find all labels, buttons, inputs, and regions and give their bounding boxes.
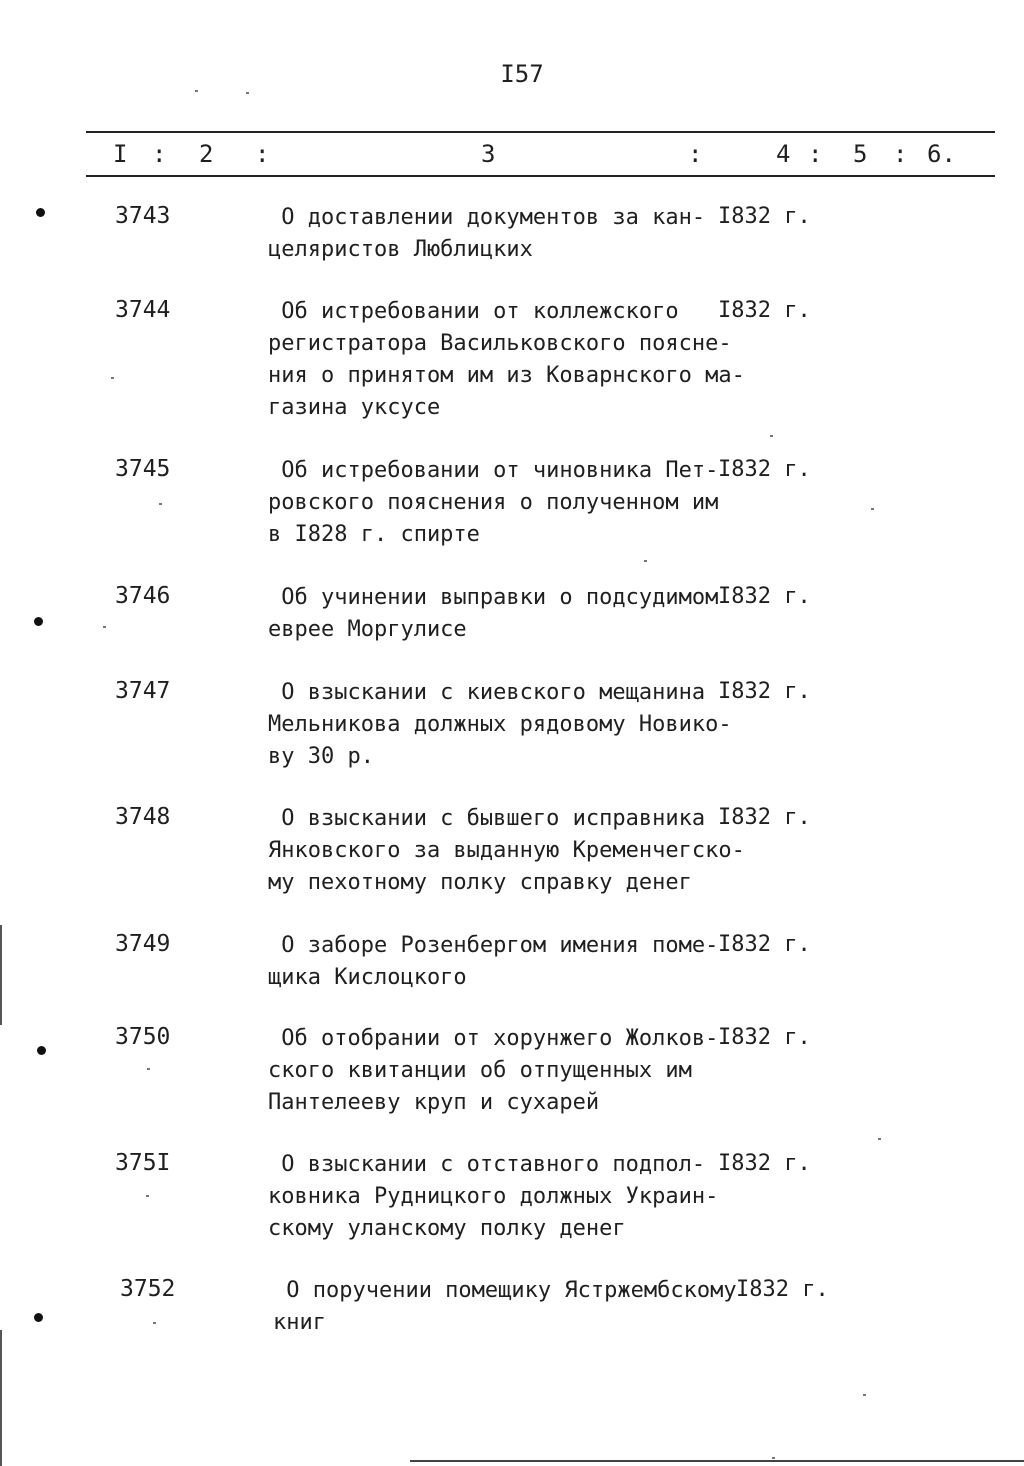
header-col-3: 3 (481, 140, 496, 168)
entry-number: 3745 (115, 456, 171, 482)
scan-speck (871, 508, 874, 510)
binder-hole (36, 208, 45, 217)
entry-title: Об отобрании от хорунжего Жолков- ского квитанции об отпущенных им Пантелееву круп и сухарей (268, 1026, 719, 1115)
scan-speck (159, 503, 162, 505)
entry-year: I832 г. (718, 204, 811, 229)
binder-hole (34, 617, 43, 626)
scan-edge-line (0, 925, 2, 1025)
entry-year: I832 г. (718, 1025, 811, 1050)
entry-year: I832 г. (718, 457, 811, 482)
scan-speck (153, 1322, 156, 1324)
page-number: I57 (500, 60, 544, 88)
entry-number: 3750 (115, 1024, 171, 1050)
entry-title: Об истребовании от коллежского регистратора Васильковского поясне- ния о принятом им из Коварнского ма- газина уксусе (268, 299, 745, 420)
entry-number: 3752 (120, 1276, 176, 1302)
scan-speck (146, 1195, 149, 1197)
entry-year: I832 г. (718, 805, 811, 830)
header-col-2: 2 (199, 140, 214, 168)
entry-year: I832 г. (718, 1151, 811, 1176)
entry-year: I832 г. (718, 298, 811, 323)
header-separator: : (152, 140, 167, 168)
scan-bottom-edge (410, 1460, 1024, 1462)
scan-speck (772, 1457, 775, 1459)
entry-number: 3743 (115, 203, 171, 229)
scan-speck (863, 1394, 866, 1396)
header-separator: : (808, 140, 823, 168)
entry-number: 3744 (115, 297, 171, 323)
entry-title: О взыскании с отставного подпол- ковника Рудницкого должных Украин- скому уланскому полку денег (268, 1152, 719, 1241)
table-top-rule (86, 131, 995, 133)
entry-year: I832 г. (718, 679, 811, 704)
header-col-4: 4 (776, 140, 791, 168)
entry-number: 3746 (115, 583, 171, 609)
table-header-rule (86, 175, 995, 177)
binder-hole (37, 1046, 46, 1055)
scan-speck (770, 435, 773, 437)
header-separator: : (893, 140, 908, 168)
entry-year: I832 г. (718, 932, 811, 957)
entry-number: 3748 (115, 804, 171, 830)
scan-speck (246, 92, 249, 94)
entry-title: Об истребовании от чиновника Пет- ровского пояснения о полученном им в I828 г. спирте (268, 458, 719, 547)
scan-speck (103, 626, 106, 628)
entry-title: О взыскании с киевского мещанина Мельникова должных рядовому Новико- ву 30 р. (268, 680, 732, 769)
header-separator: : (688, 140, 703, 168)
entry-title: О взыскании с бывшего исправника Янковского за выданную Кременчегско- му пехотному полку справку денег (268, 806, 745, 895)
scan-speck (147, 1068, 150, 1070)
entry-title: О поручении помещику Ястржембскому книг (273, 1278, 737, 1335)
scan-speck (644, 560, 647, 562)
entry-title: О заборе Розенбергом имения поме- щика Кислоцкого (268, 933, 719, 990)
entry-number: 375I (115, 1150, 171, 1176)
scan-speck (111, 377, 114, 379)
entry-year: I832 г. (736, 1277, 829, 1302)
entry-number: 3747 (115, 678, 171, 704)
header-col-6: 6. (927, 140, 956, 168)
scan-speck (195, 90, 198, 92)
entry-title: О доставлении документов за кан- целяристов Люблицких (268, 205, 706, 262)
binder-hole (34, 1313, 43, 1322)
scan-speck (878, 1138, 881, 1140)
entry-number: 3749 (115, 931, 171, 957)
entry-title: Об учинении выправки о подсудимом еврее Моргулисе (268, 585, 719, 642)
header-separator: : (255, 140, 270, 168)
scan-edge-line (0, 1330, 2, 1466)
header-col-1: I (113, 140, 128, 168)
header-col-5: 5 (853, 140, 868, 168)
entry-year: I832 г. (718, 584, 811, 609)
